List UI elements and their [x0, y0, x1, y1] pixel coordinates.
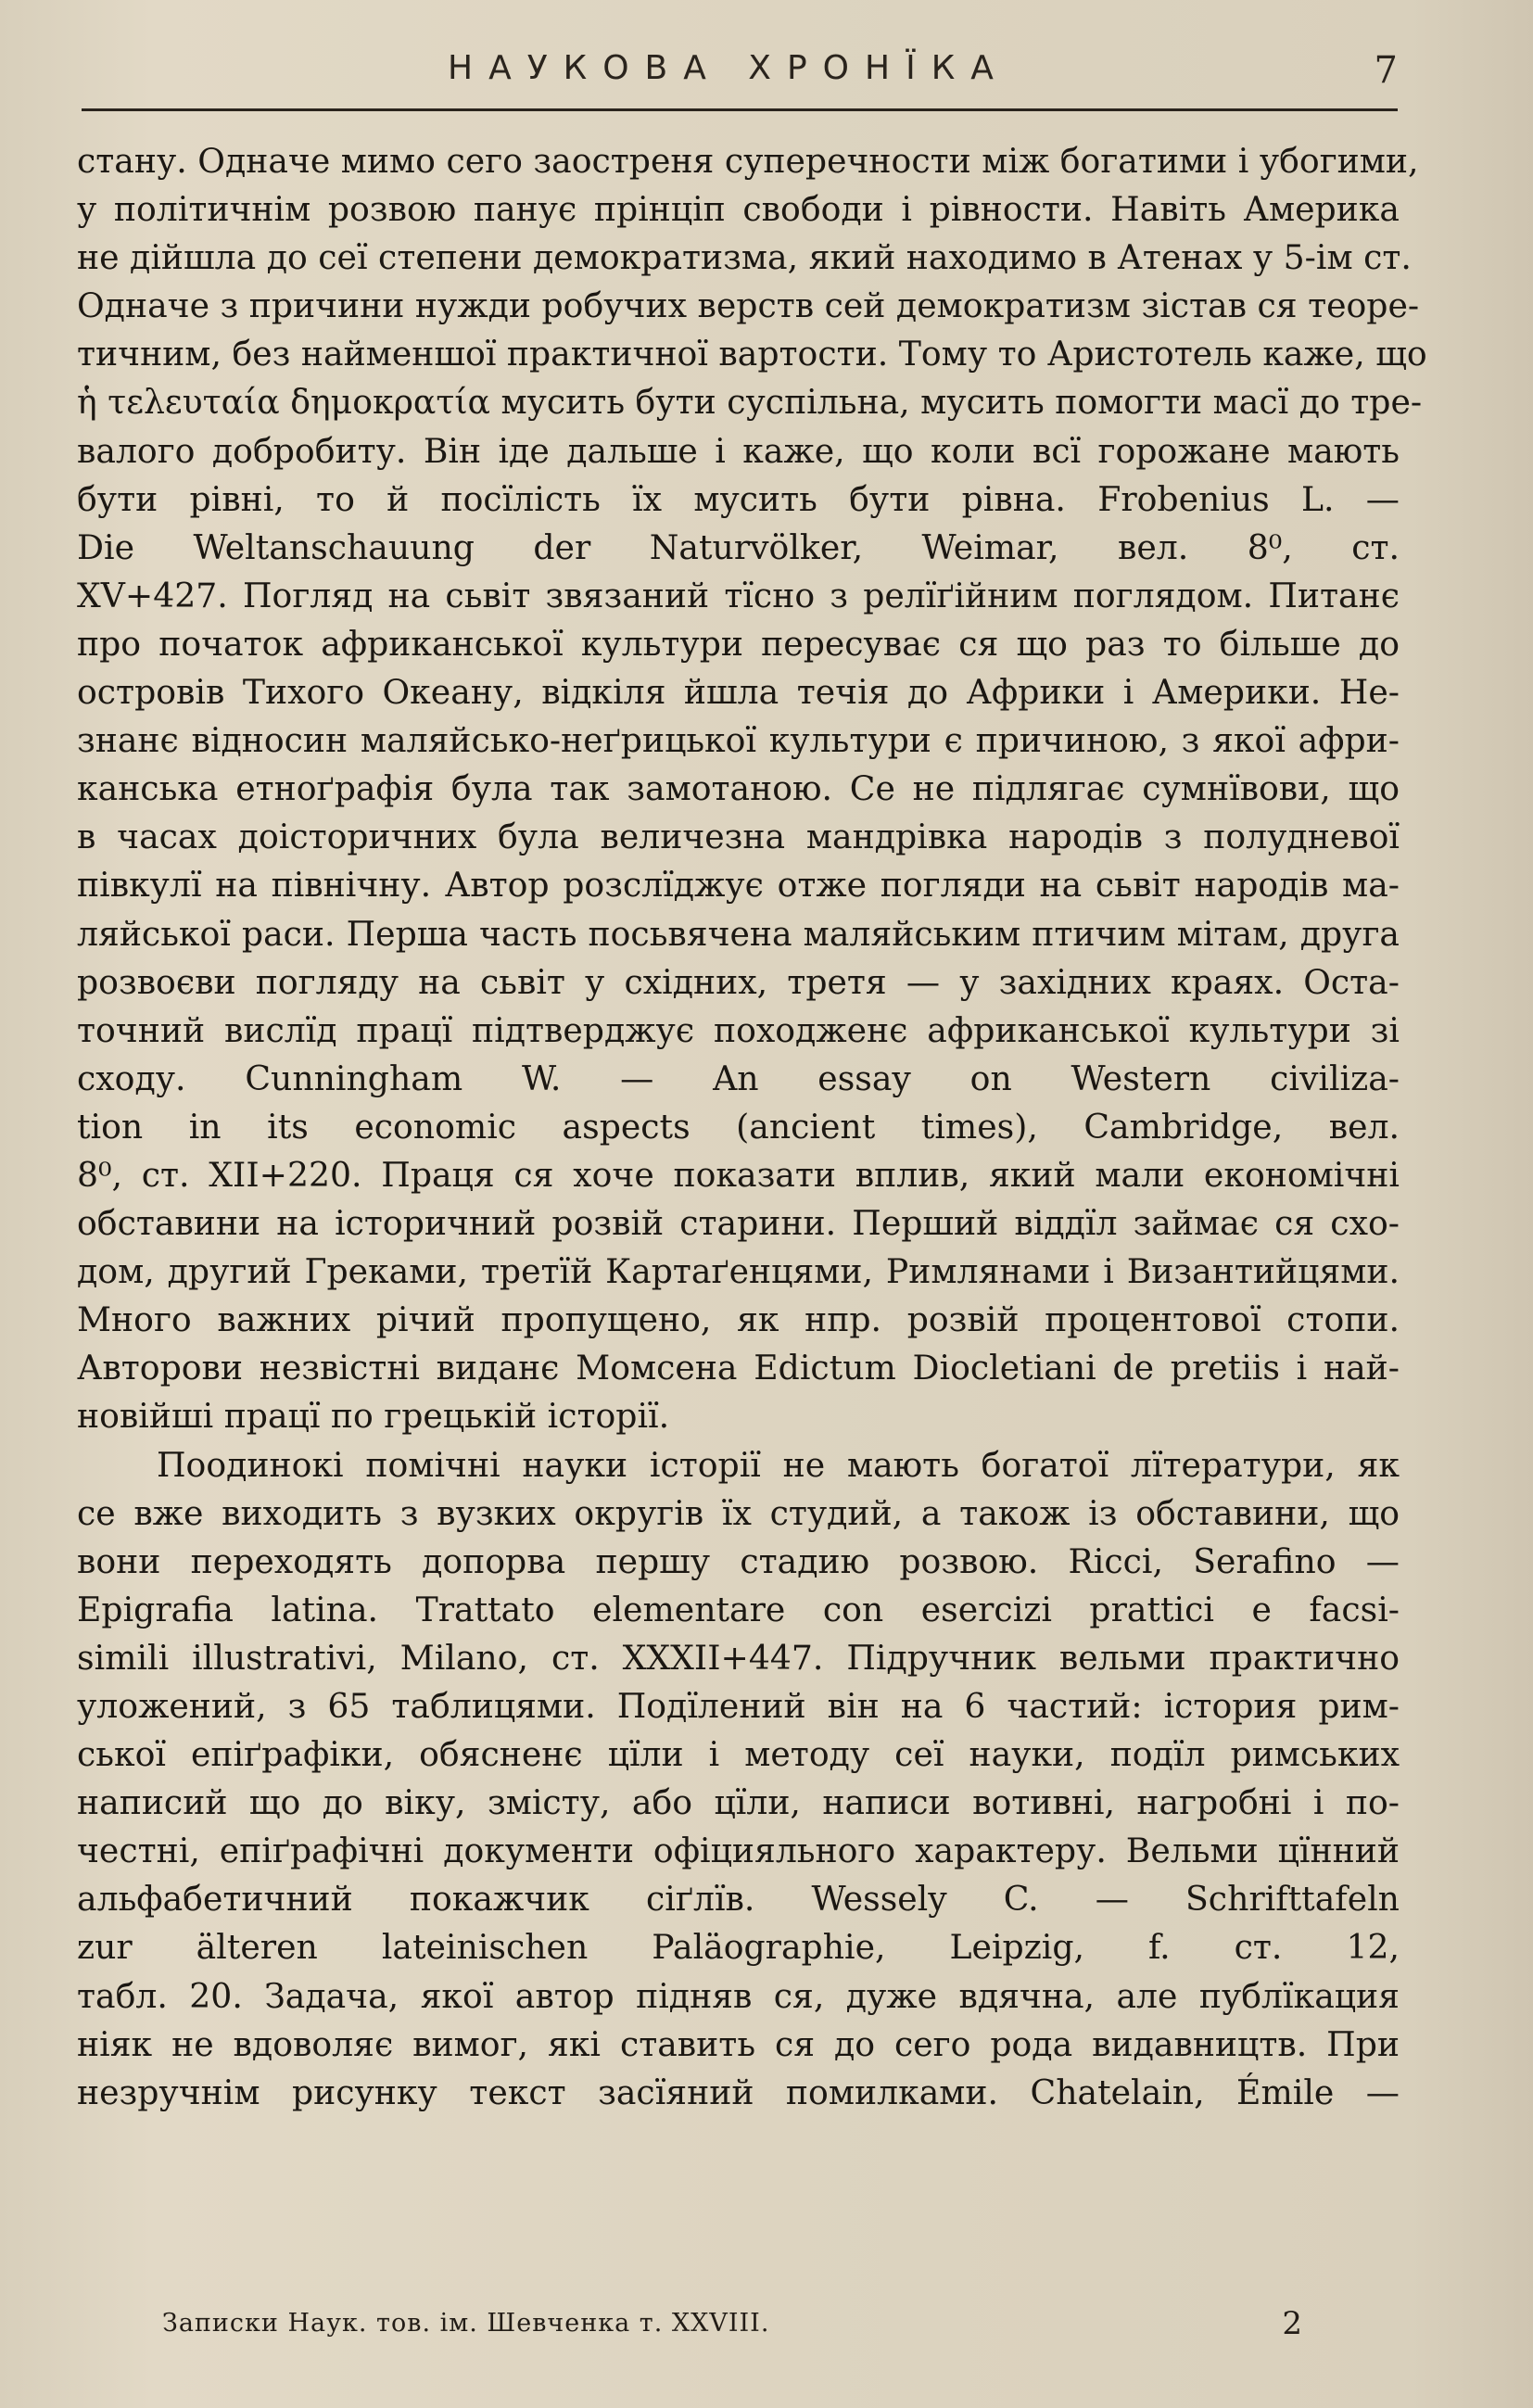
text-line-40: ніяк не вдоволяє вимог, які ставить ся до сего рода видавництв. При: [77, 2023, 1400, 2064]
text-line-4: Одначе з причини нужди робучих верств сей демократизм зістав ся теоре-: [77, 285, 1420, 326]
page-header: [82, 35, 1398, 111]
text-line-25: Много важних річий пропущено, як нпр. розвій процентової стопи.: [77, 1299, 1400, 1340]
text-line-3: не дійшла до сеї степени демократизма, який находимо в Атенах у 5-ім ст.: [77, 237, 1412, 278]
text-line-1: стану. Одначе мимо сего заостреня суперечности між богатими і убогими,: [77, 141, 1419, 181]
body-text: [77, 137, 1427, 2117]
text-line-23: обставини на історичний розвій старини. Перший віддїл займає ся схо-: [77, 1203, 1400, 1244]
text-line-9: Die Weltanschauung der Naturvölker, Weimar, вел. 8⁰, ст.: [77, 526, 1400, 567]
text-line-27: новійші працї по грецькій історії.: [77, 1396, 670, 1437]
text-line-33: уложений, з 65 таблицями. Подїлений він на 6 частий: істория рим-: [77, 1686, 1400, 1726]
text-line-13: знанє відносин маляйсько-неґрицької культури є причиною, з якої афри-: [77, 720, 1400, 761]
text-line-37: альфабетичний покажчик сіґлїв. Wessely C. — Schrifttafeln: [77, 1879, 1400, 1920]
text-line-2: у політичнім розвою панує прінціп свободи і рівности. Навіть Америка: [77, 189, 1400, 230]
text-line-20: сходу. Cunningham W. — An essay on Western civiliza-: [77, 1058, 1400, 1098]
text-line-41: незручнім рисунку текст засїяний помилками. Chatelain, Émile —: [77, 2072, 1400, 2112]
text-line-8: бути рівні, то й посїлість їх мусить бути рівна. Frobenius L. —: [77, 478, 1400, 519]
text-line-19: точний вислїд працї підтверджує походженє африканської культури зі: [77, 1009, 1400, 1050]
text-line-32: simili illustrativi, Milano, ст. XXXII+447. Підручник вельми практично: [77, 1637, 1400, 1678]
text-line-16: півкулї на північну. Автор розслїджує отже погляди на сьвіт народів ма-: [77, 865, 1400, 906]
text-line-38: zur älteren lateinischen Paläographie, Leipzig, f. ст. 12,: [77, 1927, 1400, 1968]
text-line-29: се вже виходить з вузких округів їх студий, а також із обставини, що: [77, 1492, 1400, 1533]
text-line-17: ляйської раси. Перша часть посьвячена маляйським птичим мітам, друга: [77, 913, 1400, 954]
text-line-14: канська етноґрафія була так замотаною. Се не підлягає сумнївови, що: [77, 768, 1400, 809]
text-line-5: тичним, без найменшої практичної вартости. Тому то Аристотель каже, що: [77, 334, 1427, 374]
publication-signature: Записки Наук. тов. ім. Шевченка т. XXVIII.: [162, 2309, 770, 2338]
text-line-15: в часах доісторичних була величезна мандрівка народів з полудневої: [77, 817, 1400, 857]
text-line-21: tion in its economic aspects (ancient times), Cambridge, вел.: [77, 1106, 1400, 1147]
text-line-11: про початок африканської культури пересуває ся що раз то більше до: [77, 623, 1400, 664]
page-number: 7: [1374, 49, 1398, 92]
text-line-34: ської епіґрафіки, обясненє цїли і методу сеї науки, подїл римських: [77, 1734, 1400, 1775]
text-line-28: Поодинокі помічні науки історії не мають богатої лїтератури, як: [157, 1444, 1400, 1485]
sheet-number: 2: [1282, 2305, 1302, 2342]
text-line-30: вони переходять допорва першу стадию розвою. Ricci, Serafino —: [77, 1540, 1400, 1581]
page-footer: [153, 2305, 1302, 2342]
text-line-36: честні, епіґрафічні документи офіцияльного характеру. Вельми цїнний: [77, 1831, 1400, 1871]
text-line-18: розвоєви погляду на сьвіт у східних, третя — у західних краях. Оста-: [77, 961, 1400, 1002]
text-line-10: XV+427. Погляд на сьвіт звязаний тїсно з релїґійним поглядом. Питанє: [77, 575, 1400, 615]
text-line-35: написий що до віку, змісту, або цїли, написи вотивні, нагробні і по-: [77, 1782, 1400, 1823]
text-line-26: Авторови незвістні виданє Момсена Edictum Diocletiani de pretiis і най-: [77, 1348, 1400, 1388]
text-line-7: валого добробиту. Він іде дальше і каже, що коли всї горожане мають: [77, 430, 1400, 471]
text-line-6: ἡ τελευταία δημοκρατία мусить бути суспільна, мусить помогти масї до тре-: [77, 382, 1423, 423]
text-line-12: островів Тихого Океану, відкіля йшла течія до Африки і Америки. Не-: [77, 672, 1400, 713]
text-line-39: табл. 20. Задача, якої автор підняв ся, дуже вдячна, але публїкация: [77, 1975, 1400, 2016]
running-title: НАУКОВА ХРОНЇКА: [448, 49, 1009, 87]
text-line-22: 8⁰, ст. XII+220. Праця ся хоче показати вплив, який мали економічні: [77, 1154, 1400, 1195]
text-line-31: Epigrafia latina. Trattato elementare con esercizi prattici e facsi-: [77, 1589, 1400, 1629]
text-line-24: дом, другий Греками, третїй Картаґенцями, Римлянами і Византийцями.: [77, 1251, 1400, 1292]
